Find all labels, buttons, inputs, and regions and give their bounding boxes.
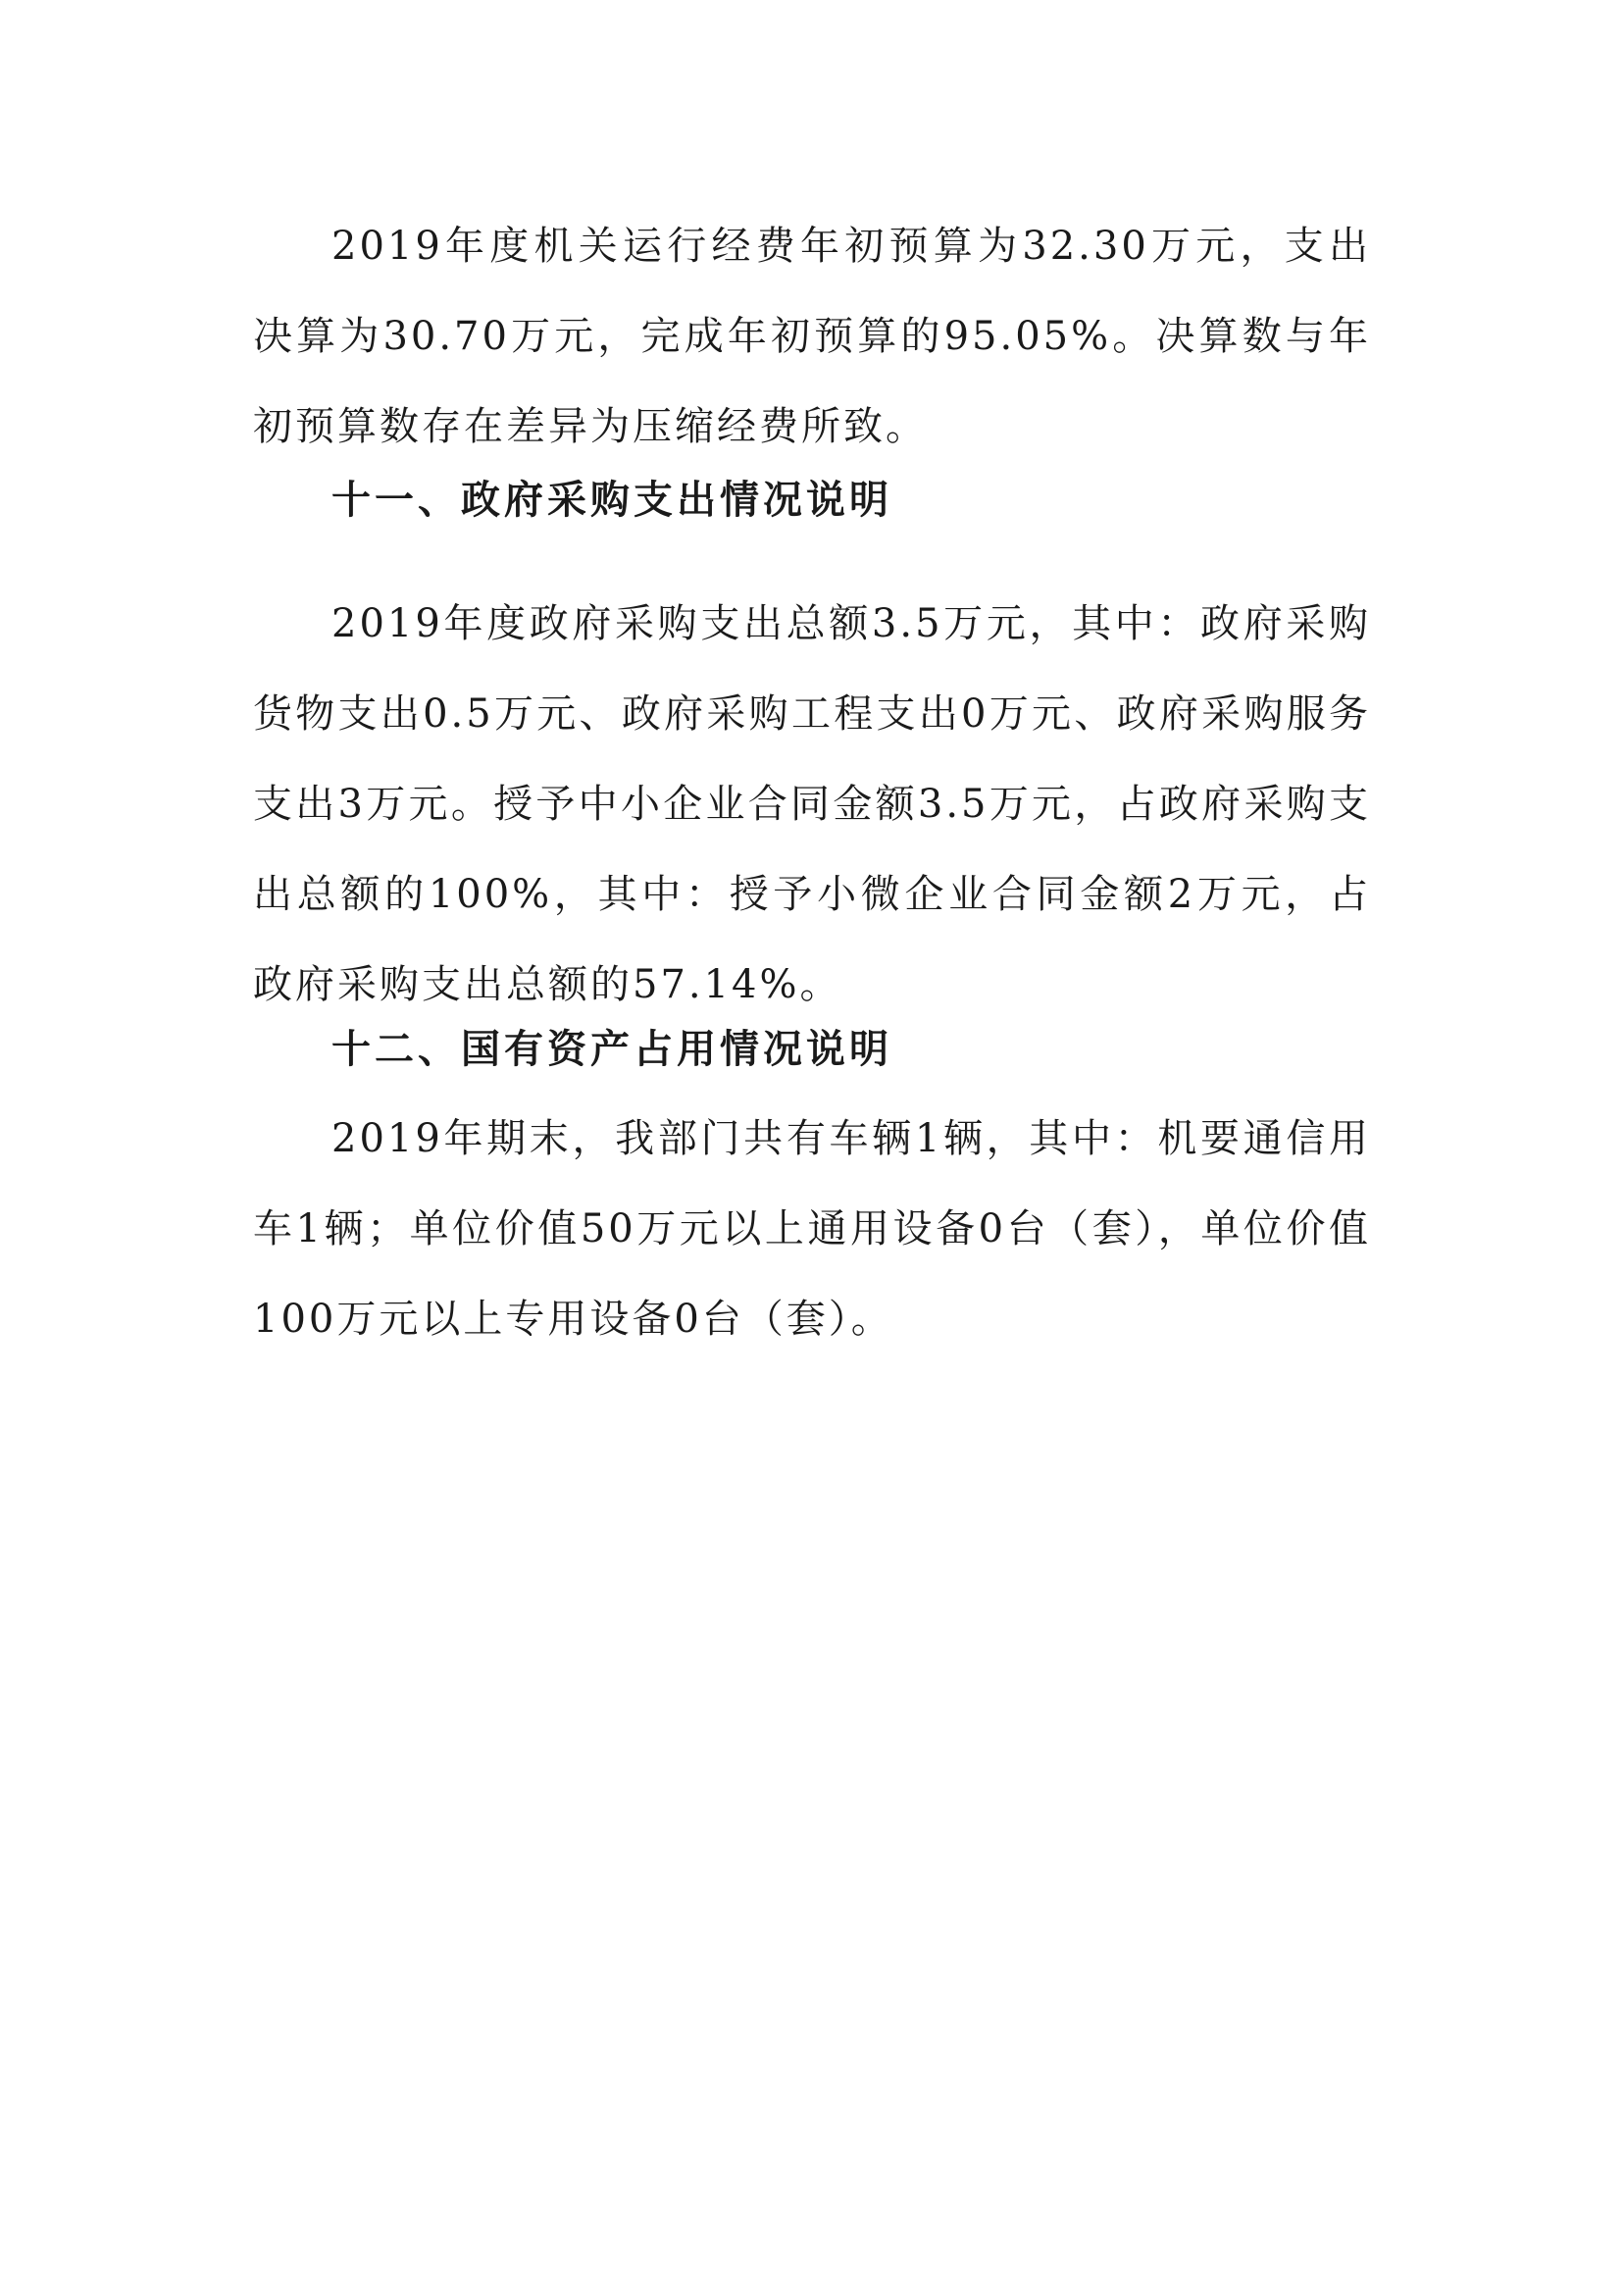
paragraph-government-procurement: 2019年度政府采购支出总额3.5万元，其中：政府采购货物支出0.5万元、政府采购工程支出0万元、政府采购服务支出3万元。授予中小企业合同金额3.5万元，占政府采购支出总额的100%，其中：授予小微企业合同金额2万元，占政府采购支出总额的57.14%。 bbox=[253, 601, 1371, 1007]
paragraph-operating-expenses: 2019年度机关运行经费年初预算为32.30万元，支出决算为30.70万元，完成年初预算的95.05%。决算数与年初预算数存在差异为压缩经费所致。 bbox=[253, 224, 1371, 449]
section-heading-government-procurement: 十一、政府采购支出情况说明 bbox=[331, 478, 892, 523]
paragraph-state-assets: 2019年期末，我部门共有车辆1辆，其中：机要通信用车1辆；单位价值50万元以上通用设备0台（套），单位价值100万元以上专用设备0台（套）。 bbox=[253, 1116, 1371, 1342]
section-heading-state-assets: 十二、国有资产占用情况说明 bbox=[331, 1027, 892, 1072]
